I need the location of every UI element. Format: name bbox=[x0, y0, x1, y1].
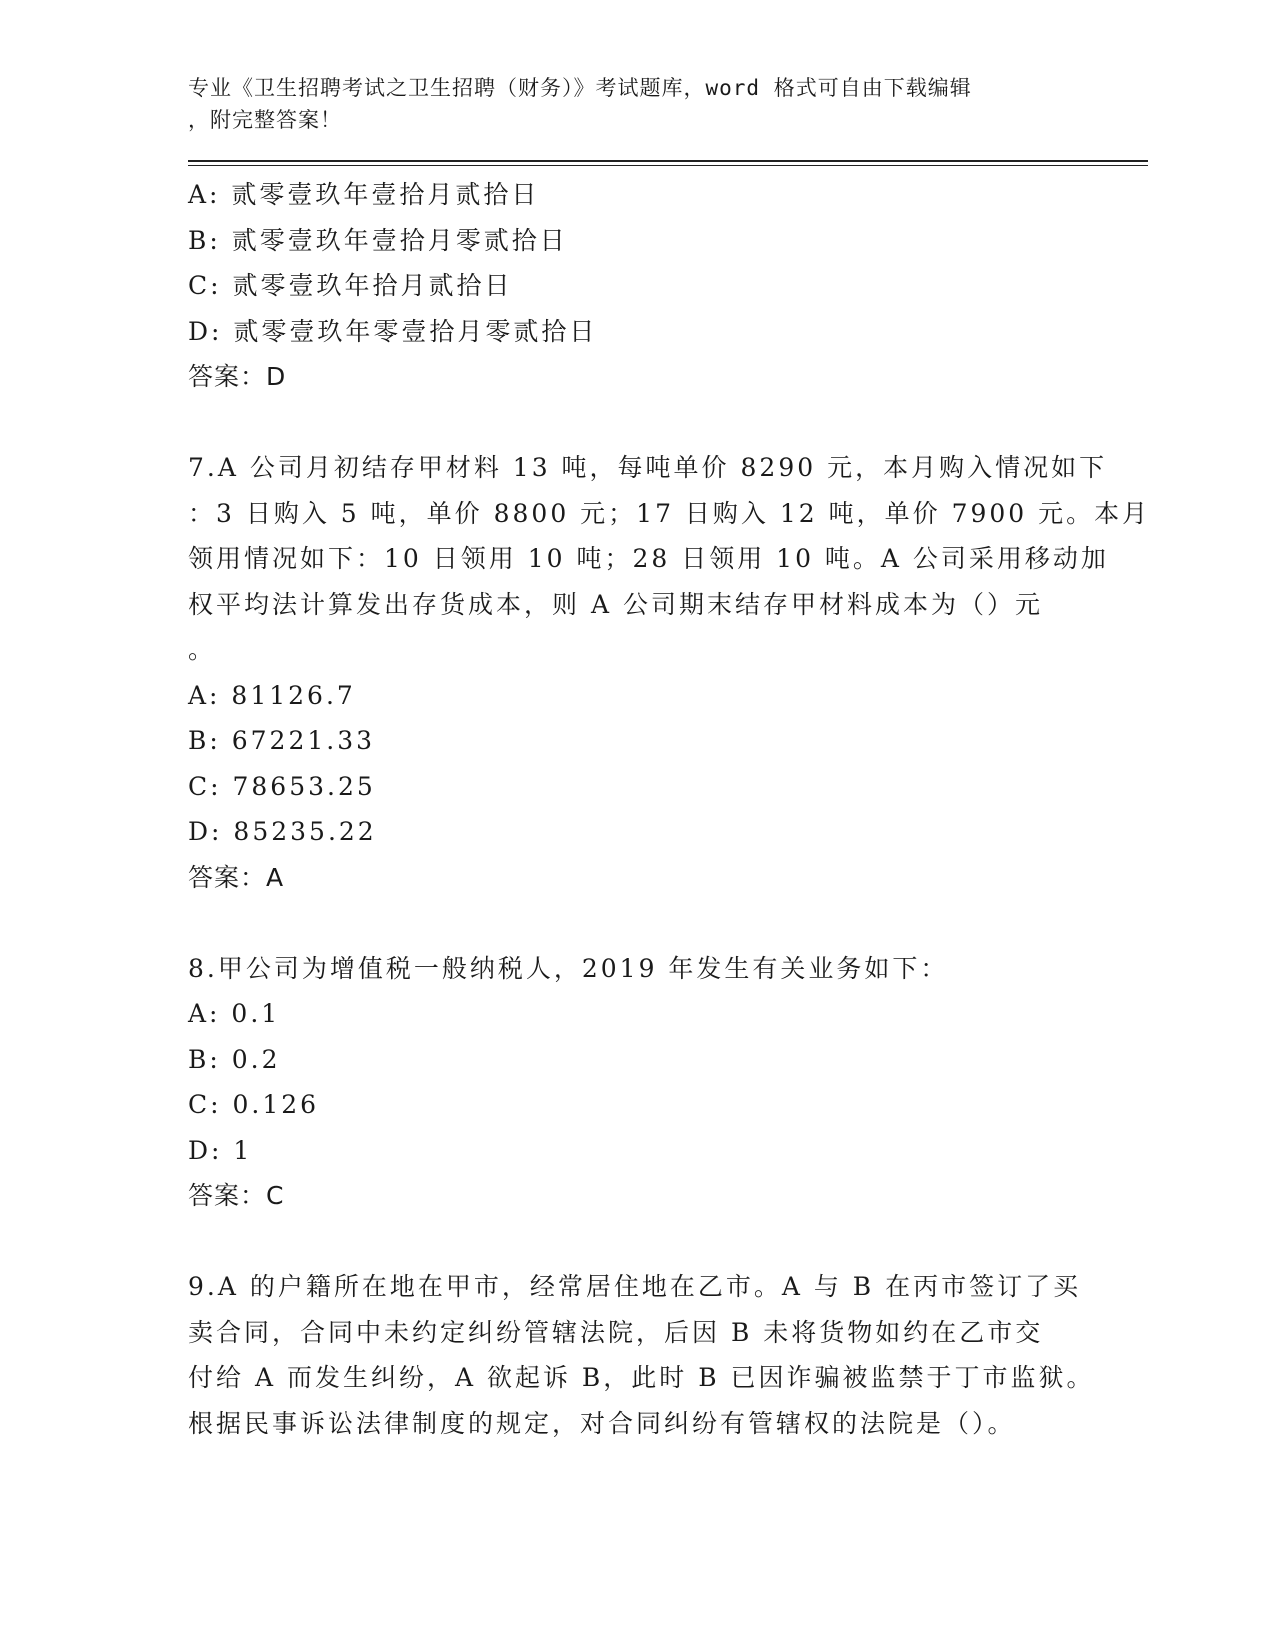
question-7 bbox=[188, 445, 1151, 900]
document-page bbox=[188, 72, 1151, 1446]
question-stem-line: 根据民事诉讼法律制度的规定，对合同纠纷有管辖权的法院是（）。 bbox=[188, 1408, 1016, 1438]
question-6 bbox=[188, 172, 1148, 400]
header-line-1: 专业《卫生招聘考试之卫生招聘（财务）》考试题库，word 格式可自由下载编辑 bbox=[188, 76, 972, 100]
spacer bbox=[188, 400, 1148, 446]
answer-line: 答案：A bbox=[188, 862, 285, 892]
question-stem-line: ：3 日购入 5 吨，单价 8800 元；17 日购入 12 吨，单价 7900 元。本月 bbox=[188, 498, 1151, 528]
option-b: B: 0.2 bbox=[188, 1044, 281, 1074]
option-b: B: 贰零壹玖年壹拾月零贰拾日 bbox=[188, 225, 568, 255]
answer-line: 答案：C bbox=[188, 1181, 285, 1210]
spacer bbox=[188, 900, 1148, 946]
option-c: C: 78653.25 bbox=[188, 771, 376, 801]
question-stem-line: 7.A 公司月初结存甲材料 13 吨，每吨单价 8290 元，本月购入情况如下 bbox=[188, 453, 1108, 482]
option-a: A: 0.1 bbox=[188, 999, 281, 1028]
option-c: C: 贰零壹玖年拾月贰拾日 bbox=[188, 271, 513, 300]
option-c: C: 0.126 bbox=[188, 1090, 320, 1119]
question-stem-line: 卖合同，合同中未约定纠纷管辖法院，后因 B 未将货物如约在乙市交 bbox=[188, 1317, 1044, 1347]
question-9 bbox=[188, 1264, 1148, 1446]
question-stem-line: 8.甲公司为增值税一般纳税人，2019 年发生有关业务如下： bbox=[188, 953, 949, 983]
question-8 bbox=[188, 946, 1148, 1219]
answer-line: 答案：D bbox=[188, 362, 287, 391]
question-stem-line: 9.A 的户籍所在地在甲市，经常居住地在乙市。A 与 B 在丙市签订了买 bbox=[188, 1272, 1082, 1301]
option-d: D: 1 bbox=[188, 1135, 253, 1165]
question-stem-line: 。 bbox=[188, 635, 217, 664]
question-stem-line: 权平均法计算发出存货成本，则 A 公司期末结存甲材料成本为（）元 bbox=[188, 589, 1043, 619]
option-b: B: 67221.33 bbox=[188, 726, 376, 755]
spacer bbox=[188, 1219, 1148, 1265]
option-a: A: 贰零壹玖年壹拾月贰拾日 bbox=[188, 180, 540, 209]
option-a: A: 81126.7 bbox=[188, 680, 356, 710]
question-stem-line: 付给 A 而发生纠纷，A 欲起诉 B，此时 B 已因诈骗被监禁于丁市监狱。 bbox=[188, 1363, 1095, 1392]
question-list bbox=[188, 172, 1151, 1446]
document-header bbox=[188, 72, 1088, 136]
option-d: D: 贰零壹玖年零壹拾月零贰拾日 bbox=[188, 316, 598, 346]
option-d: D: 85235.22 bbox=[188, 817, 377, 846]
header-line-2: ，附完整答案！ bbox=[188, 108, 342, 132]
header-divider bbox=[188, 160, 1148, 166]
question-stem-line: 领用情况如下：10 日领用 10 吨；28 日领用 10 吨。A 公司采用移动加 bbox=[188, 544, 1109, 573]
